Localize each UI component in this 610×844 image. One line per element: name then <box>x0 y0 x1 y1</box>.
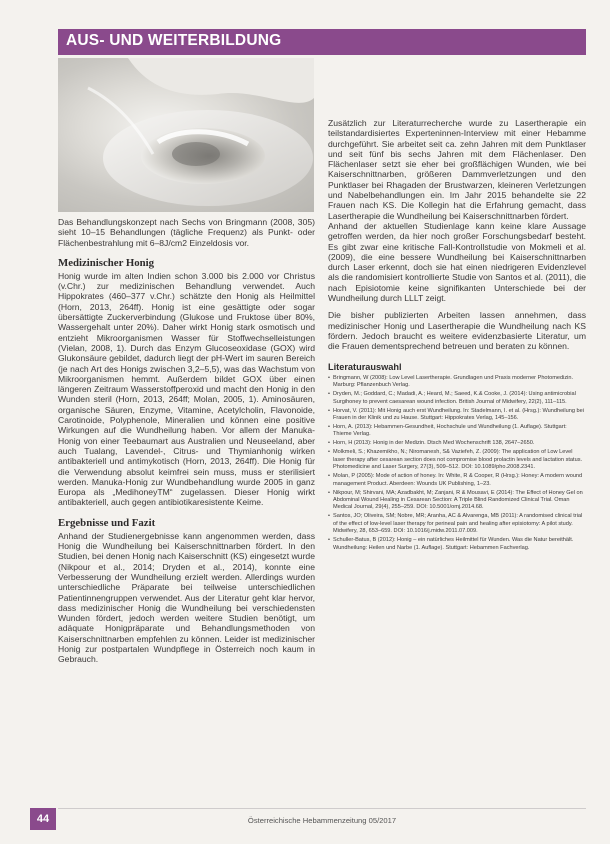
reference-item: • Horn, A. (2013): Hebammen-Gesundheit, Hochschule und Wundheilung (1. Auflage). Stuttgart: Thieme Verlag. <box>328 424 586 439</box>
right-column <box>328 118 586 554</box>
reference-item: • Molkmeli, S.; Khazemikho, N.; Niromanesh, S& Vaziefeh, Z. (2009): The application of Low Level laser therapy after cesarean section does not compromise blood prolactin levels and lactation status. Photomedicine and Laser Surgery, 27(3), 509–512. DOI: 10.1089/pho.2008.2341. <box>328 449 586 471</box>
honey-drop-illustration <box>58 58 314 212</box>
heading-results: Ergebnisse und Fazit <box>58 516 156 529</box>
reference-item: • Bringmann, W (2008): Low Level Lasertherapie. Grundlagen und Praxis moderner Photomedizin. Marburg: Pflanzenbuch Verlag. <box>328 375 586 390</box>
reference-item: • Dryden, M.; Goddard, C.; Madadi, A.; Heard, M.; Saeed, K.& Cooke, J. (2014): Using antimicrobial Surgihoney to prevent caesarean wound infection. British Journal of Midwifery, 22(2), 111–115. <box>328 391 586 406</box>
interview-paragraph: Zusätzlich zur Literaturrecherche wurde zu Lasertherapie ein teilstandardisiertes Experteninnen-Interview mit einer Hebamme durchgeführt. Sie arbeitet seit ca. zehn Jahren mit dem Punktlaser und seit fünf bis sechs Jahren mit dem Flächenlaser. Den Flächenlaser setzt sie eher bei großflächigen Wunden, wie bei Kaiserschnittnarben, größeren Dammverletzungen und den Punktlaser bei Rhagaden der Brustwarzen, kleineren Verletzungen und Nabelbehandlungen ein. Im Jahr 2015 behandelte sie 22 Frauen nach KS. Die Kollegin hat die Erfahrung gemacht, dass Lasertherapie die Wundheilung bei Kaiserschnittnarben fördert. <box>328 118 586 221</box>
reference-item: • Molan, P (2005): Mode of action of honey. In: White, R & Cooper, R (Hrsg.): Honey: A modern wound management Product. Aberdeen: Wounds UK Publishing, 1–23. <box>328 473 586 488</box>
results-paragraph: Anhand der Studienergebnisse kann angenommen werden, dass Honig die Wundheilung bei Kaiserschnittnarben fördert. In den Studien, bei denen Honig nach Kaiserschnitt (KS) eingesetzt wurde (Nikpour et al., 2014; Dryden et al., 2014), konnte eine Verbesserung der Wundheilung erzielt werden. Allerdings wurden unterschiedliche Präparate bei teilweise unterschiedlichen Patientinnengruppen verwendet. Aus der Literatur geht klar hervor, dass medizinischer Honig die Wundheilung bei verschiedensten Wunden fördert, jedoch werden weitere Studien benötigt, um adäquate Honigpräparate und Behandlungsmethoden von Kaiserschnittnarben empfehlen zu können. Leider ist medizinischer Honig zur postpartalen Wundpflege in Österreich noch kaum in Gebrauch. <box>58 530 315 665</box>
reference-item: • Santos, JO; Oliveira, SM; Nobre, MR; Aranha, AC & Alvarenga, MB (2011): A randomised clinical trial of the effect of low-level laser therapy for perineal pain and healing after episiotomy: A pilot study. Midwifery, 28, 653–659. DOI: 10.1016/j.midw.2011.07.009. <box>328 513 586 535</box>
section-title: AUS- UND WEITERBILDUNG <box>66 32 282 49</box>
honey-paragraph: Honig wurde im alten Indien schon 3.000 bis 2.000 vor Christus (v.Chr.) zur medizinischen Behandlung verwendet. Auch Hippokrates (460–377 v.Chr.) schätzte den Honig als Heilmittel (Horn, 2013, 264ff). Honig ist eine gesättigte oder sogar übersättigte Zuckerverbindung (Glukose und Fruktose über 80%, Wassergehalt unter 20%). Daher wirkt Honig stark osmotisch und entzieht Mikroorganismen Wasser für Stoffwechselleistungen (Vielan, 2008, 1). Durch das Enzym Glucoseoxidase (GOX) wird Glukonsäure gebildet, dadurch liegt der pH-Wert im sauren Bereich (je nach Art des Honigs zwischen 3,2–5,5), was das Wachstum von Mikroorganismen hemmt. Außerdem bildet GOX über einen längeren Zeitraum Wasserstoffperoxid und macht den Honig in den Wunden steril (Horn, 2013, 264ff; Molan, 2005, 1). Aminosäuren, organische Säuren, Enzyme, Vitamine, Acetylcholin, Flavonoide, Carotinoide, Polyphenole, Mineralien und können eine positive Wirkungen auf die Wundheilung haben. Vor allem der Manuka-Honig von einer Teebaumart aus Australien und Neuseeland, aber auch Tualang, Lavendel-, Citrus- und Thymianhonig wirken antibakteriell und antimykotisch (Horn, 2013, 264ff). Die Honig für die Verwendung absolut keimfrei sein muss, muss er sterilisiert werden. Manuka-Honig zur Wundbehandlung wurde 2005 in ganz Europa als „MedihoneyTM“ zugelassen. Dieser Honig wirkt antibakteriell, auch gegen antibiotikaresistente Keime. <box>58 270 315 508</box>
heading-medical-honey: Medizinischer Honig <box>58 256 155 269</box>
intro-paragraph: Das Behandlungskonzept nach Sechs von Bringmann (2008, 305) sieht 10–15 Behandlungen (tägliche Frequenz) als Punkt- oder Flächenbestrahlung mit 6–8J/cm2 Einzeldosis vor. <box>58 217 315 248</box>
studies-paragraph: Anhand der aktuellen Studienlage kann keine klare Aussage getroffen werden, da hier noch großer Forschungsbedarf besteht. Es gibt zwar eine kritische Fall-Kontrollstudie von Mokmeli et al. (2009), die eine bessere Wundheilung bei Kaiserschnittnarben durch Laser erkennt, doch sie hat einen niedrigeren Evidenzlevel als die randomisiert kontrollierte Studie von Santos et al. (2011), die nach Episiotomie keine signifikanten Unterschiede bei der Wundheilung durch LLLT zeigt. <box>328 220 586 304</box>
reference-list <box>328 375 586 552</box>
page-number: 44 <box>30 808 56 830</box>
reference-item: • Horvat, V. (2011): Mit Honig auch erst Wundheilung. In: Stadelmann, I. et al. (Hrsg.): Wundheilung bei Frauen in der Klinik und zu Hause. Stuttgart: Hippokrates Verlag, 145–156. <box>328 408 586 423</box>
conclusion-paragraph: Die bisher publizierten Arbeiten lassen annehmen, dass medizinischer Honig und Lasertherapie die Wundheilung nach KS fördern. Jedoch braucht es weitere evidenzbasierte Literatur, um die Frauen dementsprechend betreuen und beraten zu können. <box>328 310 586 352</box>
reference-item: • Nikpour, M; Shirvani, MA; Azadbakht, M; Zanjani, R & Mousavi, E (2014): The Effect of Honey Gel on Abdominal Wound Healing in Cesarean Section: A Triple Blind Randomized Clinical Trial. Oman Medical Journal, 29(4), 255–259. DOI: 10.5001/omj.2014.68. <box>328 490 586 512</box>
section-header <box>58 29 586 55</box>
publication-name: Österreichische Hebammenzeitung 05/2017 <box>247 816 397 825</box>
wound-care-photo <box>58 58 314 212</box>
left-column <box>58 217 315 665</box>
reference-item: • Schuller-Batus, B (2012): Honig – ein natürliches Heilmittel für Wunden. Was die Natur bereithält. Wundheilung: Heilen und Narbe (1. Auflage). Stuttgart: Hebammen Fachverlag. <box>328 537 586 552</box>
literature-heading: Literaturauswahl <box>328 361 402 372</box>
reference-item: • Horn, H (2013): Honig in der Medizin. Dtsch Med Wochenschrift 138, 2647–2650. <box>328 440 586 447</box>
